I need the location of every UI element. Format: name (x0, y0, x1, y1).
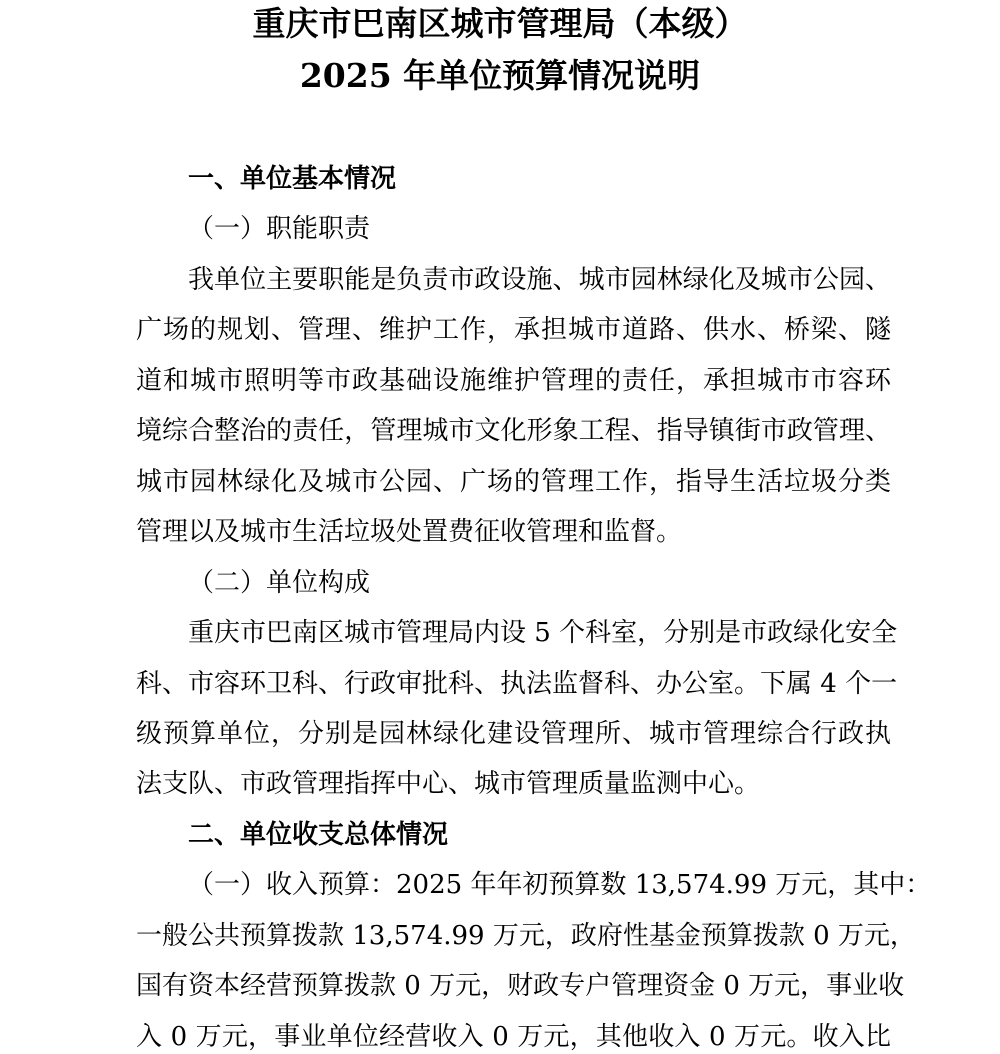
paragraph-line: 入 0 万元，事业单位经营收入 0 万元，其他收入 0 万元。收入比 (136, 1022, 891, 1052)
paragraph-line: （一）收入预算：2025 年年初预算数 13,574.99 万元，其中： (188, 870, 932, 900)
subsection-heading-composition: （二）单位构成 (188, 568, 371, 598)
paragraph-line: 法支队、市政管理指挥中心、城市管理质量监测中心。 (136, 769, 761, 799)
paragraph-line: 级预算单位，分别是园林绿化建设管理所、城市管理综合行政执 (136, 719, 891, 749)
paragraph-line: 城市园林绿化及城市公园、广场的管理工作，指导生活垃圾分类 (136, 467, 891, 497)
paragraph-line: 管理以及城市生活垃圾处置费征收管理和监督。 (136, 517, 683, 547)
paragraph-line: 我单位主要职能是负责市政设施、城市园林绿化及城市公园、 (188, 265, 891, 295)
section-heading-budget-overview: 二、单位收支总体情况 (188, 820, 449, 850)
paragraph-line: 一般公共预算拨款 13,574.99 万元，政府性基金预算拨款 0 万元， (136, 921, 916, 951)
subsection-heading-duties: （一）职能职责 (188, 214, 371, 244)
paragraph-line: 广场的规划、管理、维护工作，承担城市道路、供水、桥梁、隧 (136, 315, 891, 345)
paragraph-line: 国有资本经营预算拨款 0 万元，财政专户管理资金 0 万元，事业收 (136, 971, 905, 1001)
document-title-line-1: 重庆市巴南区城市管理局（本级） (252, 4, 748, 43)
paragraph-line: 境综合整治的责任，管理城市文化形象工程、指导镇街市政管理、 (136, 416, 891, 446)
paragraph-line: 科、市容环卫科、行政审批科、执法监督科、办公室。下属 4 个一 (136, 669, 898, 699)
section-heading-basic-info: 一、单位基本情况 (188, 164, 397, 194)
paragraph-line: 重庆市巴南区城市管理局内设 5 个科室，分别是市政绿化安全 (188, 618, 898, 648)
paragraph-line: 道和城市照明等市政基础设施维护管理的责任，承担城市市容环 (136, 366, 891, 396)
document-title-line-2: 2025 年单位预算情况说明 (299, 56, 701, 95)
